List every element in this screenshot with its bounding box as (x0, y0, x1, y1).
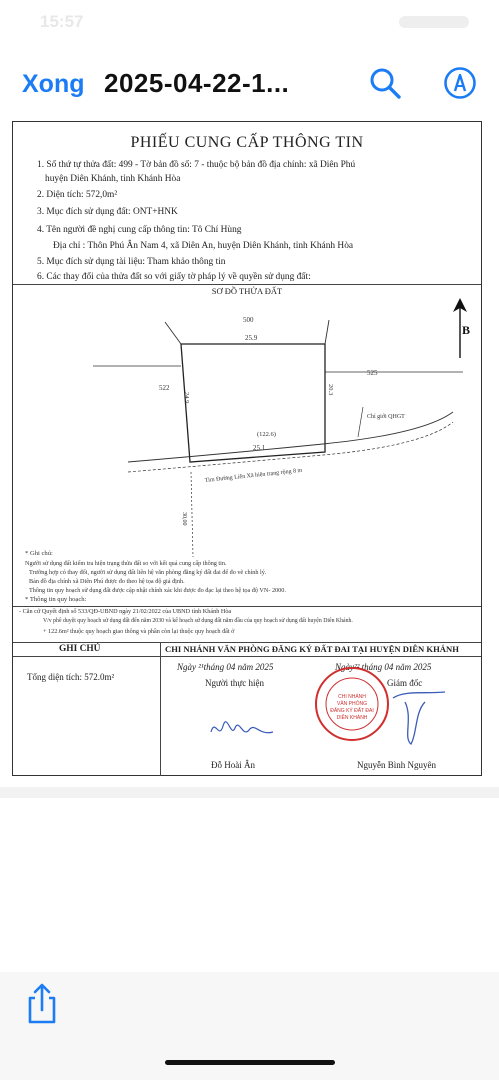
performer-label: Người thực hiện (205, 678, 265, 688)
performer-name: Đỗ Hoài Ân (211, 760, 255, 770)
label-edge-249: 24.9 (183, 392, 190, 404)
label-road-width: 30,00 (181, 512, 187, 526)
parcel-map (73, 312, 463, 572)
performer-signature (207, 712, 277, 748)
info-line-address: Địa chỉ : Thôn Phú Ân Nam 4, xã Diên An, huyện Diên Khánh, tỉnh Khánh Hòa (53, 241, 354, 251)
info-line-4: 4. Tên người đề nghị cung cấp thông tin: Tô Chí Hùng (37, 225, 242, 235)
note-line-2: Trường hợp có thay đổi, người sử dụng đất liên hệ văn phòng đăng ký đất đai để đo vẽ chỉnh lý. (29, 569, 267, 576)
svg-text:CHI NHÁNH: CHI NHÁNH (338, 694, 366, 700)
info-line-1b: huyện Diên Khánh, tỉnh Khánh Hòa (45, 174, 181, 184)
planning-heading: * Thông tin quy hoạch: (25, 596, 87, 603)
table-header-border (13, 656, 481, 657)
done-button[interactable]: Xong (22, 70, 85, 98)
share-icon[interactable] (24, 982, 60, 1026)
status-indicators (399, 16, 469, 28)
label-road: Tim Đường Liên Xã hiện trạng rộng 8 m (204, 467, 303, 484)
note-line-1: Người sử dụng đất kiểm tra hiện trạng thửa đất so với kết quả cung cấp thông tin. (25, 560, 227, 567)
planning-line-3: + 122.6m² thuộc quy hoạch giao thông và phần còn lại thuộc quy hoạch đất ở (43, 628, 235, 635)
boundary-line-nw (165, 322, 181, 344)
divider (13, 606, 481, 607)
col-header-notes: GHI CHÚ (59, 644, 101, 654)
info-line-1: 1. Số thứ tự thửa đất: 499 - Tờ bản đồ số: 7 - thuộc bộ bản đồ địa chính: xã Diên Phú (37, 160, 356, 170)
search-icon[interactable] (368, 66, 402, 100)
date-performer: Ngày ²¹tháng 04 năm 2025 (177, 662, 274, 672)
label-parcel-522: 522 (159, 384, 170, 392)
bottom-toolbar (0, 972, 499, 1080)
status-bar (0, 0, 499, 44)
map-section-title: SƠ ĐỒ THỬA ĐẤT (211, 286, 283, 296)
planning-line-1: - Căn cứ Quyết định số 533/QĐ-UBND ngày 21/02/2022 của UBND tỉnh Khánh Hòa (19, 608, 232, 615)
label-qhgt: Chỉ giới QHGT (367, 414, 405, 420)
info-line-2: 2. Diện tích: 572,0m² (37, 190, 118, 200)
svg-text:ĐĂNG KÝ ĐẤT ĐAI: ĐĂNG KÝ ĐẤT ĐAI (330, 708, 374, 714)
label-edge-251: 25.1 (253, 444, 266, 452)
document-page[interactable] (0, 117, 499, 787)
col-header-office: CHI NHÁNH VĂN PHÒNG ĐĂNG KÝ ĐẤT ĐAI TẠI HUYỆN DIÊN KHÁNH (165, 644, 459, 654)
director-name: Nguyễn Bình Nguyên (357, 760, 436, 770)
note-line-3: Bản đồ địa chính xã Diên Phú được đo theo hệ tọa độ giả định. (29, 578, 185, 585)
north-label: B (462, 323, 471, 337)
signature-table (13, 642, 481, 776)
road-width-line (191, 472, 193, 557)
nav-bar (0, 44, 499, 122)
boundary-line-ne (325, 320, 329, 344)
total-area: Tổng diện tích: 572.0m² (27, 672, 115, 682)
home-indicator[interactable] (165, 1060, 335, 1065)
label-edge-259: 25.9 (245, 334, 258, 342)
planning-line-2: V/v phê duyệt quy hoạch sử dụng đất đến năm 2030 và kế hoạch sử dụng đất năm đầu của quy hoạch sử dụng đất huyện Diên Khánh. (43, 618, 353, 624)
label-edge-203: 20.3 (327, 384, 334, 396)
svg-text:DIÊN KHÁNH: DIÊN KHÁNH (336, 715, 368, 721)
info-line-6: 6. Các thay đổi của thửa đất so với giấy tờ pháp lý về quyền sử dụng đất: (37, 272, 311, 282)
info-sheet (12, 121, 482, 776)
svg-text:VĂN PHÒNG: VĂN PHÒNG (336, 701, 368, 707)
label-parcel-500: 500 (243, 316, 254, 324)
director-label: Giám đốc (387, 678, 423, 688)
divider (13, 284, 481, 285)
table-col-divider (160, 642, 161, 776)
label-parcel-525: 525 (367, 369, 378, 377)
label-area-1226: (122.6) (257, 431, 276, 438)
status-time: 15:57 (40, 12, 84, 31)
office-seal (313, 665, 391, 743)
document-title: 2025-04-22-1... (104, 68, 290, 98)
note-heading: * Ghi chú: (25, 550, 53, 557)
sheet-title: PHIẾU CUNG CẤP THÔNG TIN (130, 134, 364, 151)
next-page-area[interactable] (0, 798, 499, 972)
qhgt-boundary (358, 407, 363, 437)
table-top-border (13, 642, 481, 643)
director-signature (385, 688, 455, 748)
info-line-5: 5. Mục đích sử dụng tài liệu: Tham khảo thông tin (37, 257, 226, 267)
note-line-4: Thông tin quy hoạch sử dụng đất được cập nhật chính xác khi được đo đạc lại theo hệ tọa độ VN- 2000. (29, 587, 286, 594)
markup-pen-icon[interactable] (443, 66, 477, 100)
date-director: Ngày²² tháng 04 năm 2025 (335, 662, 432, 672)
info-line-3: 3. Mục đích sử dụng đất: ONT+HNK (37, 207, 178, 217)
